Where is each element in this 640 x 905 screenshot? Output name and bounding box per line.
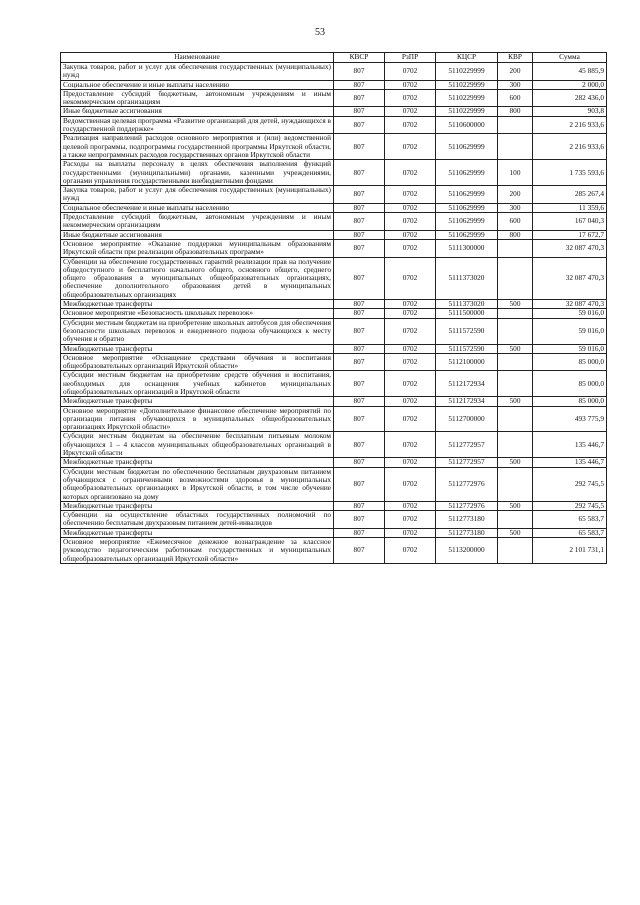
row-kcsr: 5111572590 [436,318,498,344]
table-row [61,63,607,81]
row-kcsr: 5111373020 [436,300,498,309]
row-rzpr: 0702 [385,309,436,318]
row-kvsr: 807 [334,467,385,501]
row-kvr: 500 [498,344,533,353]
row-sum: 59 016,0 [533,318,607,344]
row-kvr [498,134,533,160]
row-sum: 65 583,7 [533,511,607,529]
table-row [61,538,607,564]
row-kcsr: 5112772957 [436,458,498,467]
row-rzpr: 0702 [385,300,436,309]
row-sum: 2 216 933,6 [533,134,607,160]
table-row [61,134,607,160]
row-kvr [498,309,533,318]
row-name: Межбюджетные трансферты [61,344,334,353]
row-name: Межбюджетные трансферты [61,300,334,309]
row-sum: 493 775,9 [533,406,607,432]
row-sum: 292 745,5 [533,501,607,510]
row-rzpr: 0702 [385,371,436,397]
row-rzpr: 0702 [385,397,436,406]
row-rzpr: 0702 [385,257,436,299]
row-rzpr: 0702 [385,107,436,116]
row-rzpr: 0702 [385,230,436,239]
row-kvr [498,257,533,299]
row-kvr: 500 [498,397,533,406]
row-kvsr: 807 [334,309,385,318]
table-body [61,63,607,564]
table-row [61,458,607,467]
row-rzpr: 0702 [385,528,436,537]
table-row [61,318,607,344]
row-rzpr: 0702 [385,458,436,467]
row-kvsr: 807 [334,511,385,529]
table-row [61,397,607,406]
row-kvsr: 807 [334,80,385,89]
row-sum: 2 000,0 [533,80,607,89]
row-rzpr: 0702 [385,186,436,204]
table-row [61,309,607,318]
row-kcsr: 5111373020 [436,257,498,299]
row-sum: 32 087 470,3 [533,239,607,257]
row-rzpr: 0702 [385,116,436,134]
row-kcsr: 5111572590 [436,344,498,353]
table-row [61,186,607,204]
row-name: Межбюджетные трансферты [61,397,334,406]
table-row [61,257,607,299]
table-row [61,80,607,89]
row-sum: 85 000,0 [533,397,607,406]
header-kvr: КВР [498,53,533,63]
row-kvsr: 807 [334,203,385,212]
row-kvsr: 807 [334,397,385,406]
header-kvsr: КВСР [334,53,385,63]
row-kcsr: 5111500000 [436,309,498,318]
row-kcsr: 5110629999 [436,160,498,186]
table-row [61,432,607,458]
row-rzpr: 0702 [385,89,436,107]
row-name: Субсидии местным бюджетам на приобретение школьных автобусов для обеспечения безопасности школьных перевозок и ежедневного подвоза обучающихся к месту обучения и обратно [61,318,334,344]
row-kvr [498,538,533,564]
row-kcsr: 5110629999 [436,134,498,160]
row-kvr: 600 [498,213,533,231]
row-rzpr: 0702 [385,353,436,371]
row-sum: 135 446,7 [533,432,607,458]
row-sum: 167 040,3 [533,213,607,231]
row-rzpr: 0702 [385,213,436,231]
row-kvsr: 807 [334,134,385,160]
row-kvr: 800 [498,230,533,239]
row-name: Основное мероприятие «Безопасность школьных перевозок» [61,309,334,318]
row-name: Основное мероприятие «Оснащение средствами обучения и воспитания общеобразовательных организаций Иркутской области» [61,353,334,371]
row-kcsr: 5112773180 [436,511,498,529]
row-kvsr: 807 [334,116,385,134]
row-kcsr: 5110629999 [436,230,498,239]
row-name: Основное мероприятие «Ежемесячное денежное вознаграждение за классное руководство педагогическим работникам государственных и муниципальных общеобразовательных организаций Иркутской области» [61,538,334,564]
row-kvsr: 807 [334,406,385,432]
table-row [61,89,607,107]
row-name: Основное мероприятие «Оказание поддержки муниципальным образованиям Иркутской области при реализации образовательных программ» [61,239,334,257]
table-row [61,116,607,134]
table-row [61,353,607,371]
row-kvr: 300 [498,80,533,89]
row-kvsr: 807 [334,353,385,371]
row-rzpr: 0702 [385,432,436,458]
row-name: Субвенции на обеспечение государственных гарантий реализации прав на получение общедоступного и бесплатного начального общего, основного общего, среднего общего образования в муниципальных общеобразовательных организациях, обеспечение дополнительного образования детей в муниципальных общеобразовательных организациях [61,257,334,299]
row-name: Иные бюджетные ассигнования [61,107,334,116]
table-row [61,107,607,116]
row-sum: 282 436,0 [533,89,607,107]
row-sum: 2 101 731,1 [533,538,607,564]
row-kvr [498,432,533,458]
row-kcsr: 5112172934 [436,397,498,406]
row-rzpr: 0702 [385,406,436,432]
row-sum: 45 885,9 [533,63,607,81]
row-kvr: 500 [498,458,533,467]
table-row [61,371,607,397]
row-kcsr: 5110629999 [436,203,498,212]
row-name: Реализация направлений расходов основного мероприятия и (или) ведомственной целевой программы, подпрограммы государственной программы Иркутской области, а также непрограммных расходов государственных органов Иркутской области [61,134,334,160]
row-kcsr: 5112172934 [436,371,498,397]
row-sum: 65 583,7 [533,528,607,537]
header-sum: Сумма [533,53,607,63]
row-kcsr: 5112772957 [436,432,498,458]
row-kvsr: 807 [334,371,385,397]
row-kvsr: 807 [334,89,385,107]
table-row [61,239,607,257]
row-kcsr: 5112772976 [436,467,498,501]
row-kvsr: 807 [334,538,385,564]
row-rzpr: 0702 [385,134,436,160]
row-name: Иные бюджетные ассигнования [61,230,334,239]
row-rzpr: 0702 [385,511,436,529]
row-kvr: 100 [498,160,533,186]
row-kvr: 500 [498,528,533,537]
row-kvr: 200 [498,186,533,204]
row-kvr [498,239,533,257]
row-kvsr: 807 [334,528,385,537]
table-row [61,160,607,186]
row-kcsr: 5110229999 [436,89,498,107]
row-kvr: 600 [498,89,533,107]
row-name: Субсидии местным бюджетам по обеспечению бесплатным двухразовым питанием обучающихся с ограниченными возможностями здоровья в муниципальных общеобразовательных организациях в Иркутской области, в том числе обучение которых организовано на дому [61,467,334,501]
table-row [61,511,607,529]
row-sum: 2 216 933,6 [533,116,607,134]
row-kvr: 500 [498,300,533,309]
row-rzpr: 0702 [385,538,436,564]
row-sum: 1 735 593,6 [533,160,607,186]
row-sum: 32 087 470,3 [533,257,607,299]
row-name: Ведомственная целевая программа «Развитие организаций для детей, нуждающихся в государственной поддержке» [61,116,334,134]
row-kcsr: 5112772976 [436,501,498,510]
row-name: Субвенции на осуществление областных государственных полномочий по обеспечению бесплатным двухразовым питанием детей-инвалидов [61,511,334,529]
row-rzpr: 0702 [385,203,436,212]
page-number: 53 [315,27,325,38]
row-name: Основное мероприятие «Дополнительное финансовое обеспечение мероприятий по организации питания обучающихся в муниципальных общеобразовательных организациях Иркутской области» [61,406,334,432]
row-rzpr: 0702 [385,318,436,344]
row-kvr [498,467,533,501]
row-sum: 85 000,0 [533,353,607,371]
row-name: Социальное обеспечение и иные выплаты населению [61,80,334,89]
row-kvsr: 807 [334,213,385,231]
row-kcsr: 5110629999 [436,186,498,204]
row-sum: 11 359,6 [533,203,607,212]
row-name: Социальное обеспечение и иные выплаты населению [61,203,334,212]
row-name: Межбюджетные трансферты [61,501,334,510]
header-rzpr: РзПР [385,53,436,63]
row-sum: 285 267,4 [533,186,607,204]
row-sum: 17 672,7 [533,230,607,239]
row-kvsr: 807 [334,63,385,81]
row-sum: 292 745,5 [533,467,607,501]
table-header-row [61,53,607,63]
row-kvr [498,318,533,344]
row-kcsr: 5110629999 [436,213,498,231]
row-rzpr: 0702 [385,160,436,186]
row-kvsr: 807 [334,300,385,309]
header-name: Наименование [61,53,334,63]
row-kcsr: 5110229999 [436,80,498,89]
table-row [61,467,607,501]
row-kvsr: 807 [334,432,385,458]
row-rzpr: 0702 [385,467,436,501]
row-sum: 59 016,0 [533,344,607,353]
row-kvsr: 807 [334,230,385,239]
table-row [61,406,607,432]
row-kvsr: 807 [334,239,385,257]
row-kcsr: 5112773180 [436,528,498,537]
row-kvr: 300 [498,203,533,212]
row-name: Субсидии местным бюджетам на приобретение средств обучения и воспитания, необходимых для оснащения учебных кабинетов муниципальных общеобразовательных организаций в Иркутской области [61,371,334,397]
table-row [61,213,607,231]
row-sum: 85 000,0 [533,371,607,397]
row-kcsr: 5113200000 [436,538,498,564]
row-name: Расходы на выплаты персоналу в целях обеспечения выполнения функций государственными (муниципальными) органами, казенными учреждениями, органами управления государственными внебюджетными фондами [61,160,334,186]
row-kvsr: 807 [334,107,385,116]
row-kcsr: 5111300000 [436,239,498,257]
row-kvr: 800 [498,107,533,116]
row-kvr [498,353,533,371]
row-name: Межбюджетные трансферты [61,458,334,467]
row-kvsr: 807 [334,160,385,186]
row-kvsr: 807 [334,186,385,204]
row-sum: 59 016,0 [533,309,607,318]
row-kvr [498,511,533,529]
row-kvr: 200 [498,63,533,81]
row-name: Субсидии местным бюджетам на обеспечение бесплатным питьевым молоком обучающихся 1 – 4 классов муниципальных общеобразовательных организаций в Иркутской области [61,432,334,458]
row-rzpr: 0702 [385,239,436,257]
row-name: Закупка товаров, работ и услуг для обеспечения государственных (муниципальных) нужд [61,63,334,81]
row-sum: 135 446,7 [533,458,607,467]
budget-table [60,52,607,564]
row-name: Закупка товаров, работ и услуг для обеспечения государственных (муниципальных) нужд [61,186,334,204]
row-kvsr: 807 [334,344,385,353]
row-kvsr: 807 [334,458,385,467]
row-name: Межбюджетные трансферты [61,528,334,537]
row-kcsr: 5110229999 [436,107,498,116]
row-name: Предоставление субсидий бюджетным, автономным учреждениям и иным некоммерческим организациям [61,213,334,231]
row-rzpr: 0702 [385,501,436,510]
header-kcsr: КЦСР [436,53,498,63]
row-kvsr: 807 [334,501,385,510]
table-row [61,344,607,353]
row-sum: 903,8 [533,107,607,116]
row-kcsr: 5110600000 [436,116,498,134]
row-kcsr: 5110229999 [436,63,498,81]
row-kvsr: 807 [334,318,385,344]
row-kvr [498,406,533,432]
row-rzpr: 0702 [385,344,436,353]
row-name: Предоставление субсидий бюджетным, автономным учреждениям и иным некоммерческим организациям [61,89,334,107]
row-kcsr: 5112100000 [436,353,498,371]
row-rzpr: 0702 [385,63,436,81]
row-kvsr: 807 [334,257,385,299]
row-sum: 32 087 470,3 [533,300,607,309]
row-kcsr: 5112700000 [436,406,498,432]
row-kvr [498,371,533,397]
row-rzpr: 0702 [385,80,436,89]
row-kvr [498,116,533,134]
row-kvr: 500 [498,501,533,510]
